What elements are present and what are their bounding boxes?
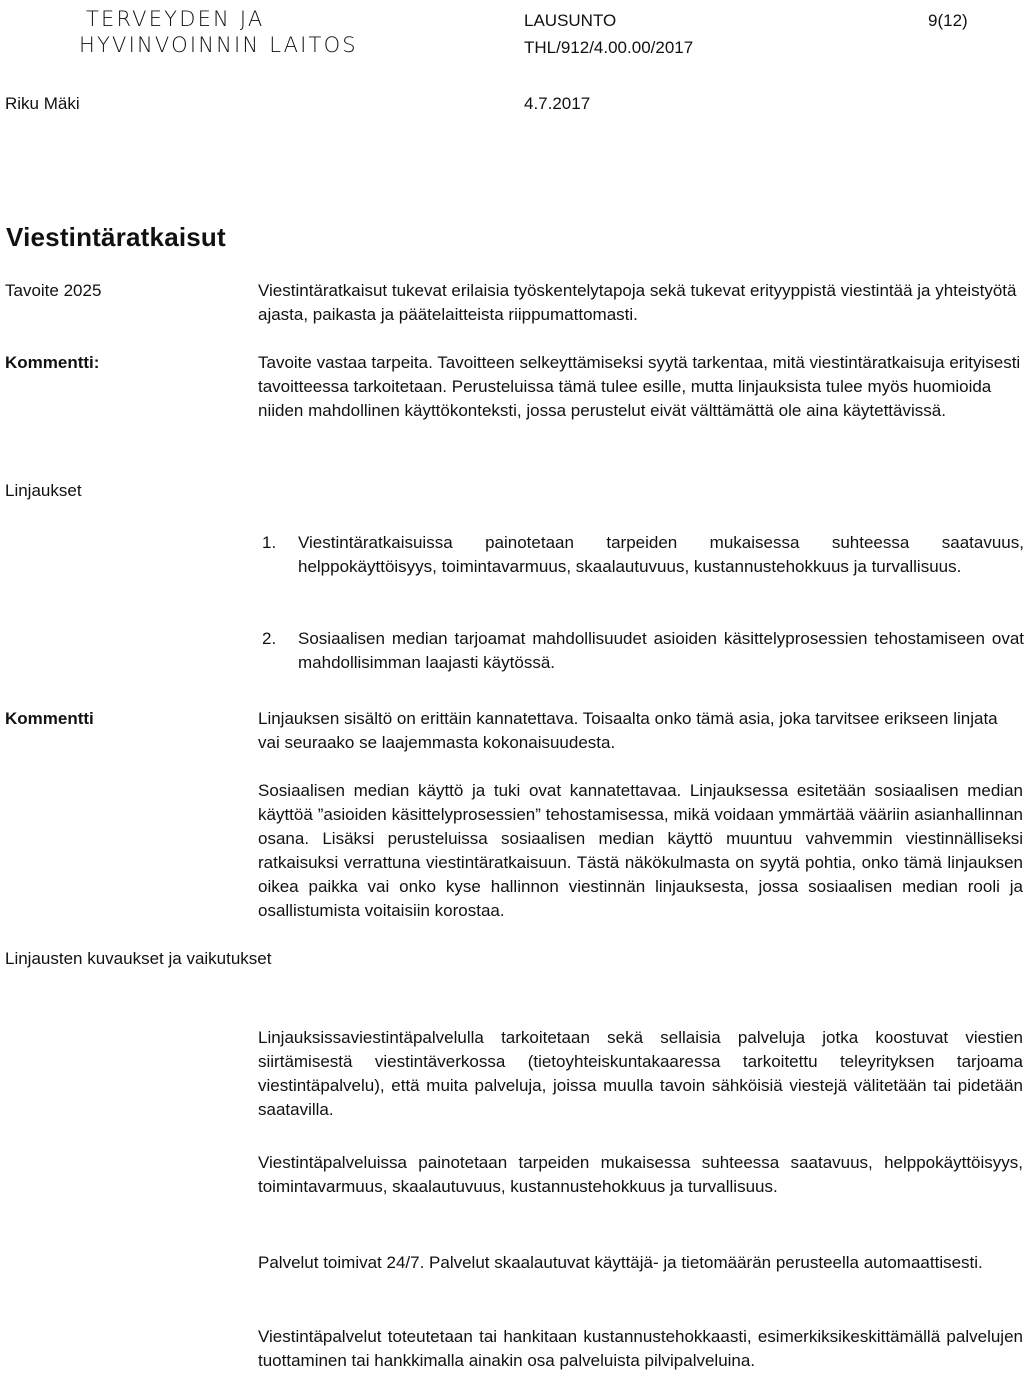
- policies-label: Linjaukset: [5, 481, 82, 500]
- goal-text: Viestintäratkaisut tukevat erilaisia työskentelytapoja sekä tukevat erityyppistä viestintää ja yhteistyötä ajasta, paikasta ja päätelaitteista riippumattomasti.: [258, 281, 1017, 324]
- organization-name-line1: TERVEYDEN JA: [86, 7, 265, 31]
- document-date: 4.7.2017: [524, 94, 591, 113]
- goal-label: Tavoite 2025: [5, 281, 102, 300]
- comment-text: Tavoite vastaa tarpeita. Tavoitteen selkeyttämiseksi syytä tarkentaa, mitä viestintäratkaisuja erityisesti tavoitteessa tarkoitetaan. Perusteluissa tämä tulee esille, mutta linjauksista tulee myös huomioida niiden mahdollinen käyttökonteksti, jossa perustelut eivät välttämättä ole aina käytettävissä.: [258, 353, 1021, 420]
- comment-label: Kommentti:: [5, 353, 100, 372]
- policy-number: 1.: [262, 533, 277, 552]
- description-paragraph: Palvelut toimivat 24/7. Palvelut skaalautuvat käyttäjä- ja tietomäärän perusteella automaattisesti.: [258, 1253, 983, 1272]
- section-title: Viestintäratkaisut: [6, 222, 226, 252]
- document-number: THL/912/4.00.00/2017: [524, 38, 694, 57]
- descriptions-label: Linjausten kuvaukset ja vaikutukset: [5, 949, 272, 968]
- author-name: Riku Mäki: [5, 94, 80, 113]
- comment-label: Kommentti: [5, 709, 94, 728]
- policy-text: Viestintäratkaisuissa painotetaan tarpeiden mukaisessa suhteessa saatavuus, helppokäyttöisyys, toimintavarmuus, skaalautuvuus, kustannustehokkuus ja turvallisuus.: [298, 533, 1024, 576]
- comment-paragraph: Linjauksen sisältö on erittäin kannatettava. Toisaalta onko tämä asia, joka tarvitsee erikseen linjata vai seuraako se laajemmasta kokonaisuudesta.: [258, 709, 998, 752]
- organization-name-line2: HYVINVOINNIN LAITOS: [79, 33, 358, 57]
- description-paragraph: Viestintäpalvelut toteutetaan tai hankitaan kustannustehokkaasti, esimerkiksikeskittämällä palvelujen tuottaminen tai hankkimalla ainakin osa palveluista pilvipalveluina.: [258, 1327, 1023, 1370]
- description-paragraph: Linjauksissaviestintäpalvelulla tarkoitetaan sekä sellaisia palveluja jotka koostuvat viestien siirtämisestä viestintäverkossa (tietoyhteiskuntakaaressa tarkoitettu teleyrityksen tarjoama viestintäpalvelu), että muita palveluja, joissa muulla tavoin sähköisiä viestejä välitetään tai pidetään saatavilla.: [258, 1028, 1023, 1119]
- page-number: 9(12): [928, 11, 968, 30]
- policy-item: [262, 531, 1024, 579]
- policy-item: [262, 627, 1024, 675]
- description-paragraph: Viestintäpalveluissa painotetaan tarpeiden mukaisessa suhteessa saatavuus, helppokäyttöisyys, toimintavarmuus, skaalautuvuus, kustannustehokkuus ja turvallisuus.: [258, 1153, 1023, 1196]
- policy-text: Sosiaalisen median tarjoamat mahdollisuudet asioiden käsittelyprosessien tehostamiseen ovat mahdollisimman laajasti käytössä.: [298, 629, 1024, 672]
- document-type: LAUSUNTO: [524, 11, 617, 30]
- policy-number: 2.: [262, 629, 277, 648]
- comment-paragraph: Sosiaalisen median käyttö ja tuki ovat kannatettavaa. Linjauksessa esitetään sosiaalisen median käyttöä ”asioiden käsittelyprosessien” tehostamisessa, mikä voidaan ymmärtää vääriin asianhallinnan osana. Lisäksi perusteluissa sosiaalisen median käyttö muuntuu vahvemmin viestinnälliseksi ratkaisuksi verrattuna viestintäratkaisuun. Tästä näkökulmasta on syytä pohtia, onko tämä linjauksen oikea paikka vai onko kyse hallinnon viestinnän linjauksesta, jossa sosiaalisen median rooli ja osallistumista voitaisiin korostaa.: [258, 781, 1023, 920]
